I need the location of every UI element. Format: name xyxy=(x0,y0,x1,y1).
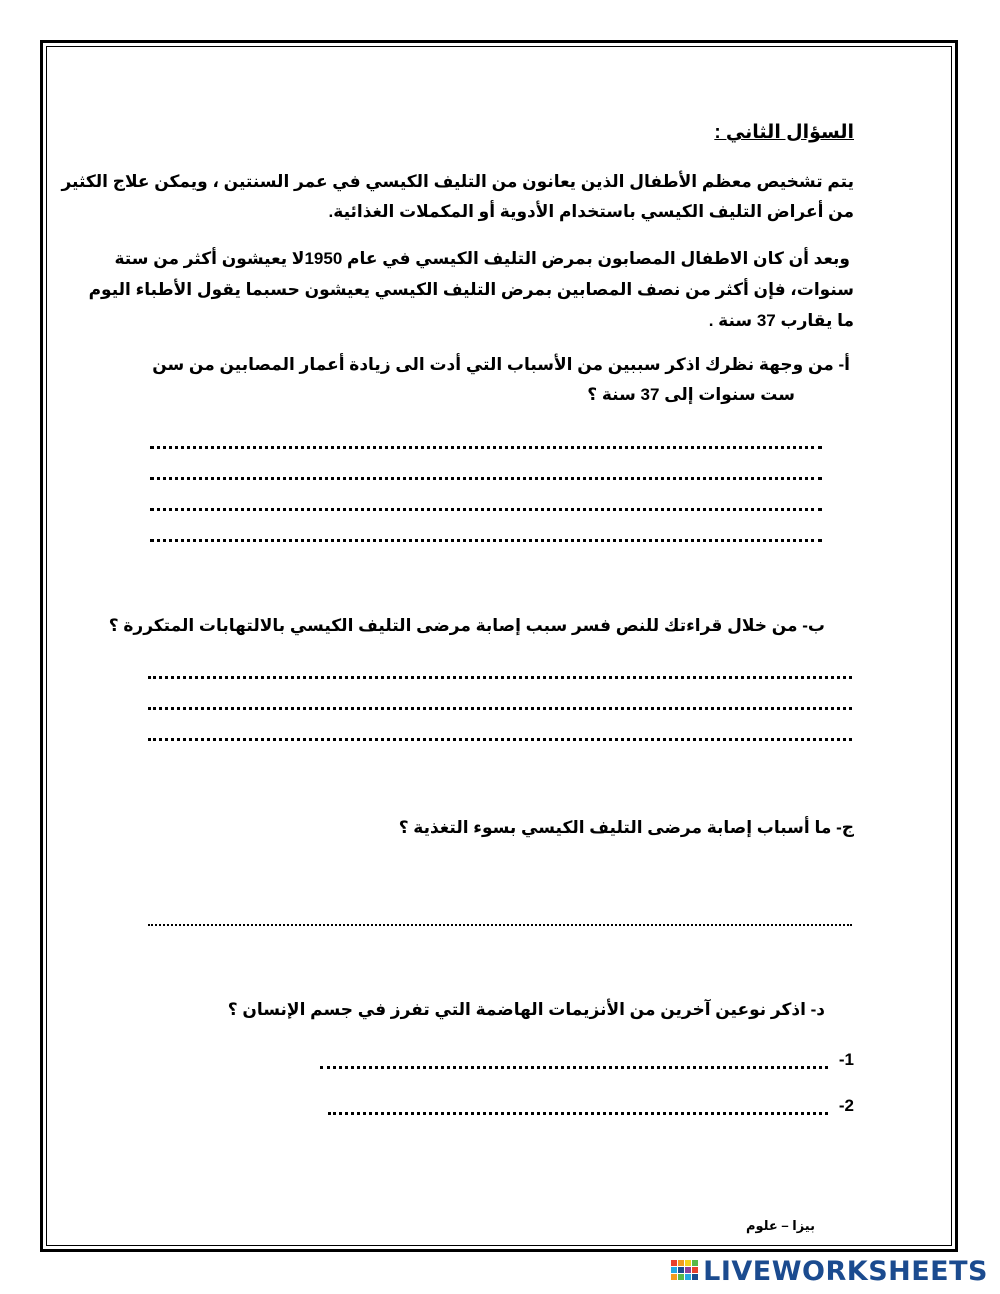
answer-a-line-2[interactable] xyxy=(150,477,822,480)
paragraph1-line1: يتم تشخيص معظم الأطفال الذين يعانون من التليف الكيسي في عمر السنتين ، ويمكن علاج الكثير xyxy=(61,172,854,191)
paragraph2-line1: وبعد أن كان الاطفال المصابون بمرض التليف الكيسي في عام 1950لا يعيشون أكثر من ستة xyxy=(114,249,850,268)
paragraph2-line2: سنوات، فإن أكثر من نصف المصابين بمرض التليف الكيسي يعيشون حسبما يقول الأطباء اليوم xyxy=(88,280,854,299)
question-title: السؤال الثاني : xyxy=(714,122,854,143)
liveworksheets-brand[interactable] xyxy=(671,1256,988,1286)
paragraph1-line2: من أعراض التليف الكيسي باستخدام الأدوية أو المكملات الغذائية. xyxy=(328,202,854,221)
question-d: د- اذكر نوعين آخرين من الأنزيمات الهاضمة التي تفرز في جسم الإنسان ؟ xyxy=(227,1000,825,1019)
answer-a-line-3[interactable] xyxy=(150,508,822,511)
answer-b-line-1[interactable] xyxy=(148,676,852,679)
question-b: ب- من خلال قراءتك للنص فسر سبب إصابة مرضى التليف الكيسي بالالتهابات المتكررة ؟ xyxy=(108,616,825,635)
question-c: ج- ما أسباب إصابة مرضى التليف الكيسي بسوء التغذية ؟ xyxy=(398,818,854,837)
answer-a-line-1[interactable] xyxy=(150,446,822,449)
answer-c-line-1[interactable] xyxy=(148,924,852,926)
answer-b-line-2[interactable] xyxy=(148,707,852,710)
liveworksheets-wordmark: LIVEWORKSHEETS xyxy=(703,1255,988,1287)
footer-credit: بيزا – علوم xyxy=(745,1218,815,1233)
paragraph2-line3: ما يقارب 37 سنة . xyxy=(708,311,854,330)
answer-d2-label: 2- xyxy=(838,1096,854,1115)
answer-b-line-3[interactable] xyxy=(148,738,852,741)
answer-a-line-4[interactable] xyxy=(150,539,822,542)
answer-d2-line[interactable] xyxy=(328,1112,828,1115)
question-a-line2: ست سنوات إلى 37 سنة ؟ xyxy=(587,385,795,404)
answer-d1-line[interactable] xyxy=(320,1066,828,1069)
liveworksheets-logo-icon xyxy=(671,1260,699,1282)
answer-d1-label: 1- xyxy=(838,1050,854,1069)
question-a-line1: أ- من وجهة نظرك اذكر سببين من الأسباب التي أدت الى زيادة أعمار المصابين من سن xyxy=(152,355,850,374)
